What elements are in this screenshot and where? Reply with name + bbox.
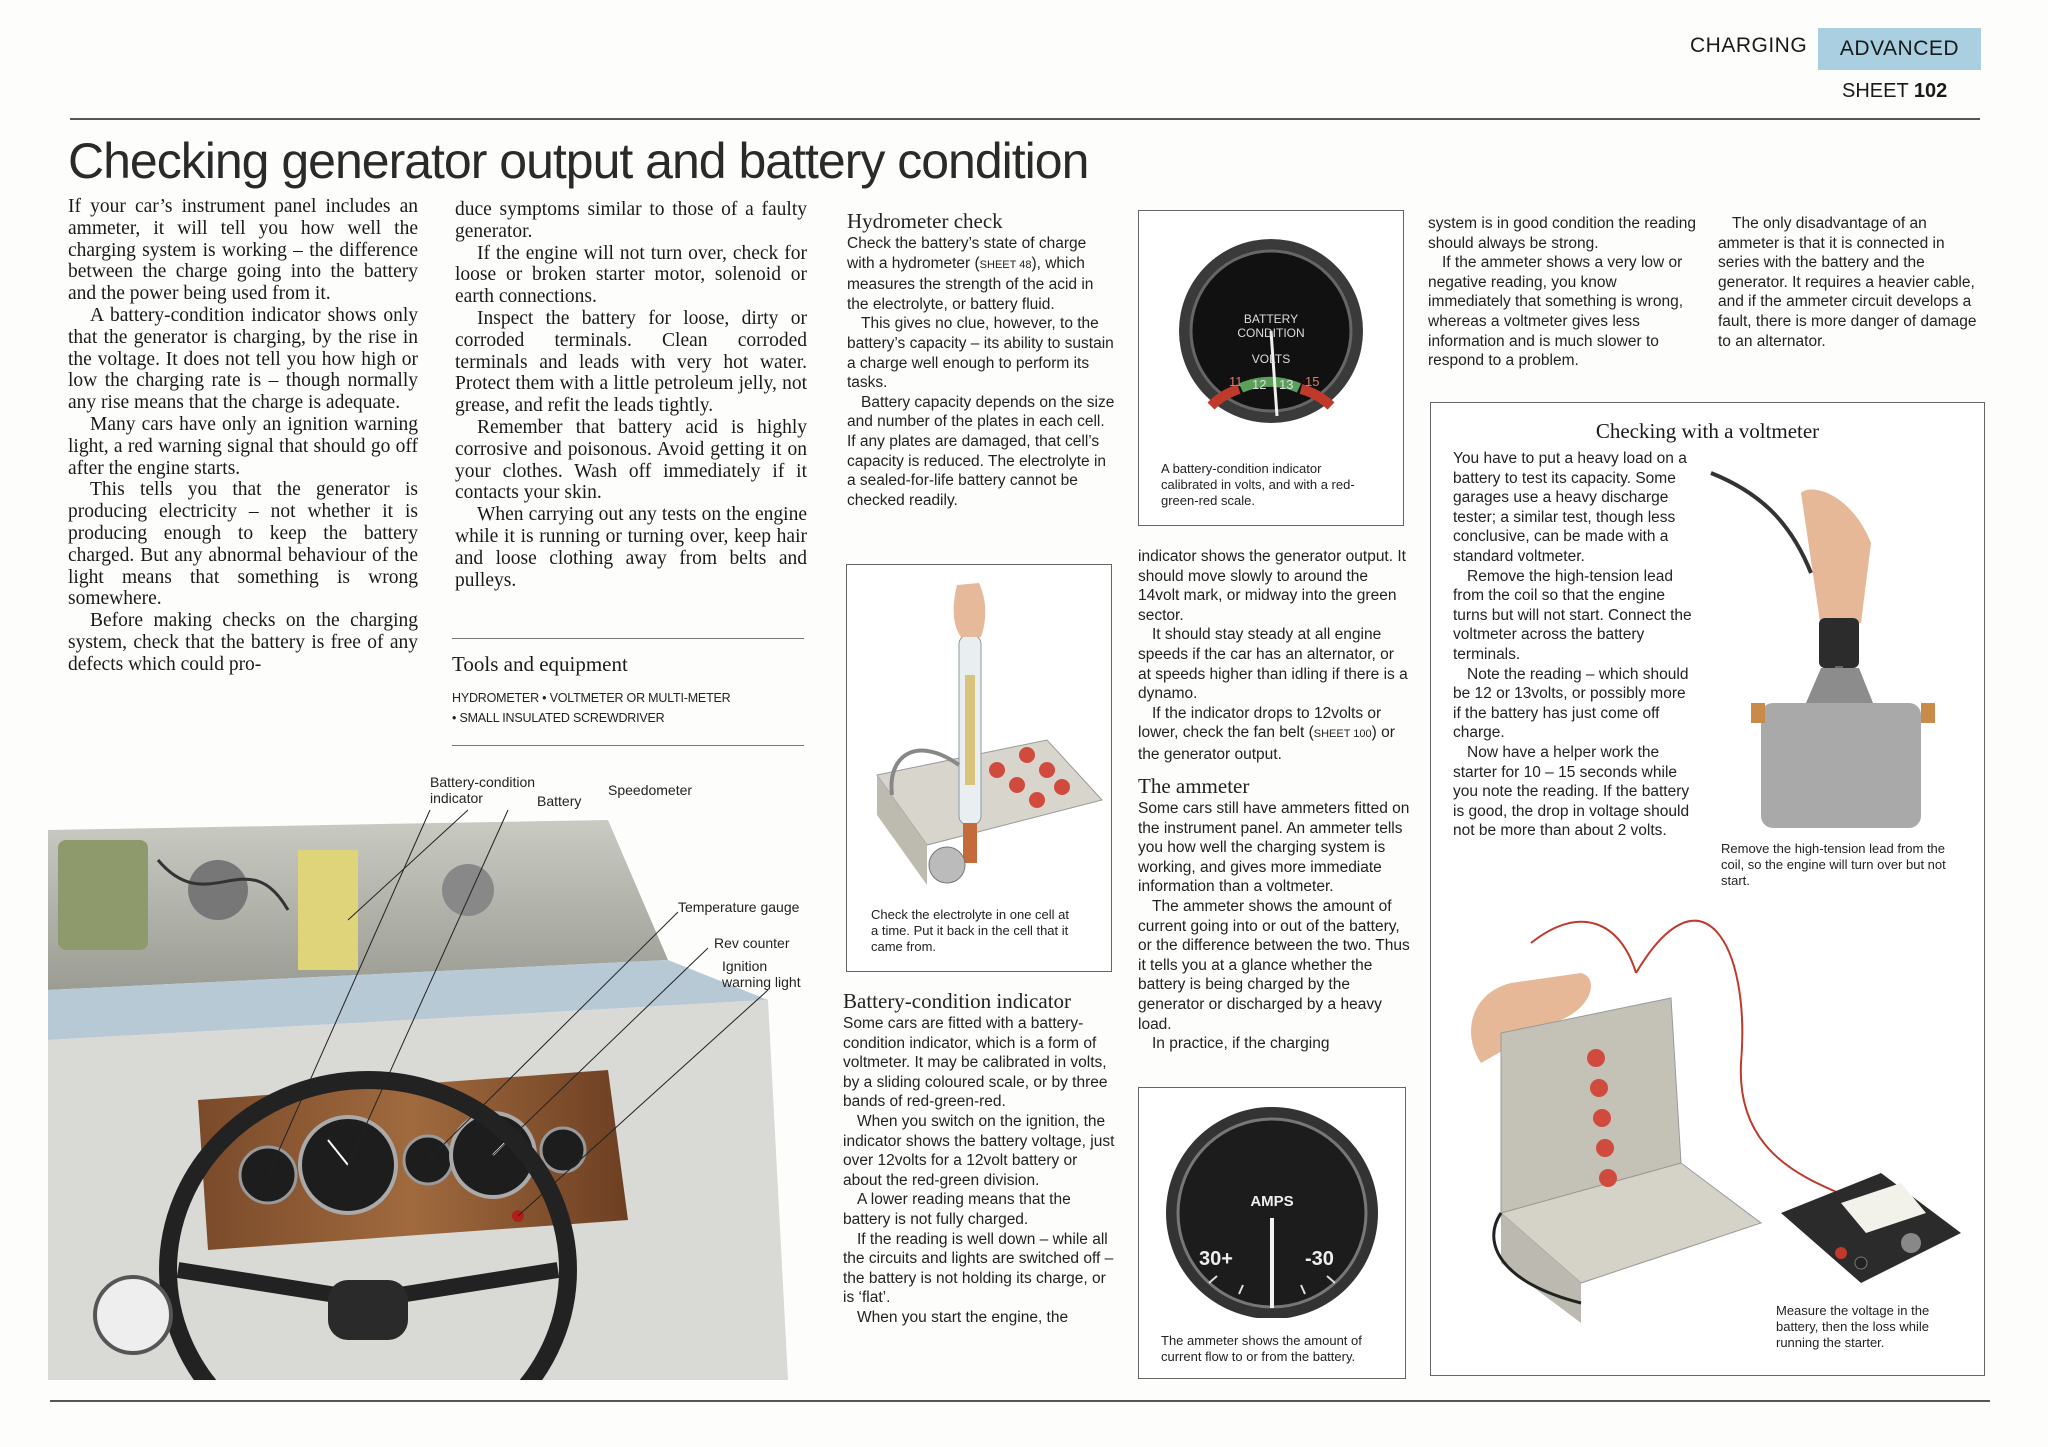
paragraph: Some cars are fitted with a battery-condition indicator, which is a form of voltmeter. It may be calibrated in volts, by a sliding coloured scale, or by three bands of red-green-red. [843,1015,1108,1111]
text: Check the battery’s state of charge with a hydrometer ( [847,235,1087,272]
hydrometer-float [965,675,975,785]
paragraph: In practice, if the charging [1152,1035,1330,1053]
page-title: Checking generator output and battery condition [68,133,1089,189]
gauge-label: BATTERY [1243,312,1299,326]
voltmeter-panel [1430,402,1985,1376]
paragraph: When carrying out any tests on the engine while it is running or turning over, keep hair and loose clothing away from belts and pulleys. [455,504,807,591]
auxiliary-gauge [541,1128,585,1172]
gauge-label: VOLTS [1251,352,1291,366]
ht-lead-boot [1819,618,1859,668]
battery-test-drawing [1441,883,1976,1333]
tools-heading: Tools and equipment [452,652,628,676]
hydrometer-nozzle [963,823,977,863]
ignition-coil [1761,703,1921,828]
ammeter-caption: The ammeter shows the amount of current flow to or from the battery. [1161,1333,1362,1364]
paragraph [1138,704,1408,765]
dashboard-illustration [48,800,808,1380]
engine-part [442,864,494,916]
gauge-tick: 12 [1252,377,1267,392]
callout-ignition-warning-light: Ignition warning light [722,958,801,990]
battery-body [298,850,358,970]
text: ) or the generator output. [1138,724,1395,763]
voltmeter-heading: Checking with a voltmeter [1595,419,1820,443]
sheet-reference: SHEET 100 [1313,728,1372,741]
sheet-label: SHEET [1842,80,1909,102]
ammeter-section [1138,775,1410,1054]
callout-battery: Battery [537,793,582,809]
paragraph: When you switch on the ignition, the indicator shows the battery voltage, just over 12volts for a 12volt battery or about the red-green division. [843,1112,1115,1189]
gauge-tick: 15 [1305,374,1320,389]
tools-box [452,652,730,725]
hydrometer-heading: Hydrometer check [847,209,1003,233]
coil-caption: Remove the high-tension lead from the coil, so the engine will turn over but not start. [1721,841,1946,888]
paragraph: If the engine will not turn over, check for loose or broken starter motor, solenoid or earth connections. [455,242,807,308]
text: ), which measures the strength of the acid in the electrolyte, or battery fluid. [847,254,1094,313]
air-filter [58,840,148,950]
hydrometer-drawing [847,565,1111,895]
ammeter-label: AMPS [1250,1193,1294,1210]
ammeter-heading: The ammeter [1138,774,1250,798]
paragraph: system is in good condition the reading should always be strong. [1428,215,1696,252]
ammeter-minus: -30 [1305,1248,1334,1270]
paragraph: duce symptoms similar to those of a faulty generator. [455,199,807,242]
battery-condition-heading: Battery-condition indicator [843,989,1072,1013]
callout-temperature-gauge: Temperature gauge [678,899,800,915]
footer-rule [50,1400,1990,1402]
section-tag: CHARGING [1690,34,1808,57]
voltmeter-text [1453,449,1693,841]
paragraph: Battery capacity depends on the size and number of the plates in each cell. If any plates are damaged, that cell’s capacity is reduced. The electrolyte in a sealed-for-life battery cannot be checked readily. [847,393,1115,509]
sheet-number-value: 102 [1913,80,1948,102]
paragraph: The ammeter shows the amount of current going into or out of the battery, or the difference between the two. Thus it tells you at a glance whether the battery is being charged by the generator or discharged by a heavy load. [1138,897,1410,1033]
paragraph: This gives no clue, however, to the battery’s capacity – its ability to sustain a charge well enough to perform its tasks. [847,315,1114,392]
gauge-label: CONDITION [1237,326,1305,340]
paragraph: Many cars have only an ignition warning light, a red warning signal that should go off after the engine starts. [68,413,418,479]
paragraph: If the reading is well down – while all the circuits and lights are switched off – the battery is not holding its charge, or is ‘flat’. [843,1230,1114,1307]
hydrometer-figure [846,564,1112,972]
level-badge: ADVANCED [1818,28,1981,70]
gauge-tick: 13 [1279,377,1294,392]
tools-rule-bottom [452,745,804,746]
hydrometer-caption: Check the electrolyte in one cell at a time. Put it back in the cell that it came from. [871,907,1069,954]
paragraph: Remember that battery acid is highly corrosive and poisonous. Avoid getting it on your clothes. Wash off immediately if it contacts your skin. [455,416,807,504]
ammeter-plus: 30+ [1199,1248,1233,1270]
ammeter-figure [1138,1087,1406,1379]
ammeter-continued [1428,214,1698,371]
ammeter-disadvantage [1718,214,1986,351]
paragraph: If your car’s instrument panel includes an ammeter, it will tell you how well the charging system is working – the difference between the charge going into the battery and the power being used from it. [68,196,418,305]
paragraph: Note the reading – which should be 12 or 13volts, or possibly more if the battery has just come off charge. [1453,665,1689,742]
gauge-tick: 11 [1229,374,1243,389]
paragraph: It should stay steady at all engine speeds if the car has an alternator, or at speeds higher than idling if there is a dynamo. [1138,626,1408,703]
coil-drawing [1701,453,1971,833]
engine-part [188,860,248,920]
paragraph: Remove the high-tension lead from the coil so that the engine turns but will not start. Connect the voltmeter across the battery terminals. [1453,567,1692,663]
sheet-reference: SHEET 48 [979,258,1032,271]
paragraph: The only disadvantage of an ammeter is that it is connected in series with the battery and the generator. It requires a heavier cable, and if the ammeter circuit develops a fault, there is more danger of damage to an alternator. [1718,215,1977,350]
tools-line: HYDROMETER • VOLTMETER OR MULTI-METER [452,691,731,705]
hydrometer-section [847,210,1117,510]
hand [1801,490,1871,628]
intro-column-1 [68,196,418,676]
battery-gauge-figure [1138,210,1404,526]
battery-condition-section [843,990,1115,1328]
paragraph: When you start the engine, the [857,1308,1069,1326]
paragraph: Inspect the battery for loose, dirty or corroded terminals. Clean corroded terminals and leads with very hot water. Protect them with a little petroleum jelly, not grease, and refit the leads tightly. [455,307,807,417]
paragraph: A battery-condition indicator shows only that the generator is charging, by the rise in the voltage. It does not tell you how high or low the charging rate is – though normally any rise means that the charge is adequate. [68,304,418,414]
callout-rev-counter: Rev counter [714,935,790,951]
clock [95,1277,171,1353]
paragraph: Some cars still have ammeters fitted on the instrument panel. An ammeter tells you how well the charging system is working, and gives more immediate information than a voltmeter. [1138,800,1410,896]
battery-test-caption: Measure the voltage in the battery, then the loss while running the starter. [1776,1303,1930,1350]
tools-rule-top [452,638,804,639]
paragraph: Before making checks on the charging system, check that the battery is free of any defects which could pro- [68,610,418,675]
ammeter-drawing [1139,1088,1405,1318]
dashboard-drawing [48,800,808,1380]
callout-battery-condition-indicator: Battery-condition indicator [430,774,536,806]
paragraph [847,234,1117,314]
paragraph: A lower reading means that the battery is not fully charged. [843,1191,1071,1228]
steering-hub [328,1280,408,1340]
header-rule [70,118,1980,120]
indicator-continued [1138,547,1408,765]
intro-column-2 [455,199,807,591]
text: If the indicator drops to 12volts or lower, check the fan belt ( [1138,704,1382,742]
paragraph: This tells you that the generator is producing electricity – not whether it is producing enough to keep the battery charged. But any abnormal behaviour of the light means that something is wrong somewhere. [68,479,418,610]
paragraph: Now have a helper work the starter for 10 – 15 seconds while you note the reading. If the battery is good, the drop in voltage should not be more than about 2 volts. [1453,743,1690,840]
hand [954,583,986,637]
callout-speedometer: Speedometer [608,782,693,798]
battery-gauge-caption: A battery-condition indicator calibrated in volts, and with a red-green-red scale. [1161,461,1355,508]
paragraph: If the ammeter shows a very low or negative reading, you know immediately that something is wrong, whereas a voltmeter gives less information and is much slower to respond to a problem. [1428,254,1684,370]
tools-line: • SMALL INSULATED SCREWDRIVER [452,711,665,725]
battery-gauge-drawing [1139,211,1403,451]
paragraph: You have to put a heavy load on a battery to test its capacity. Some garages use a heavy discharge tester; a similar test, though less conclusive, can be made with a standard voltmeter. [1453,450,1687,565]
paragraph: indicator shows the generator output. It should move slowly to around the 14volt mark, or midway into the green sector. [1138,548,1406,624]
sheet-number [1842,80,1947,103]
